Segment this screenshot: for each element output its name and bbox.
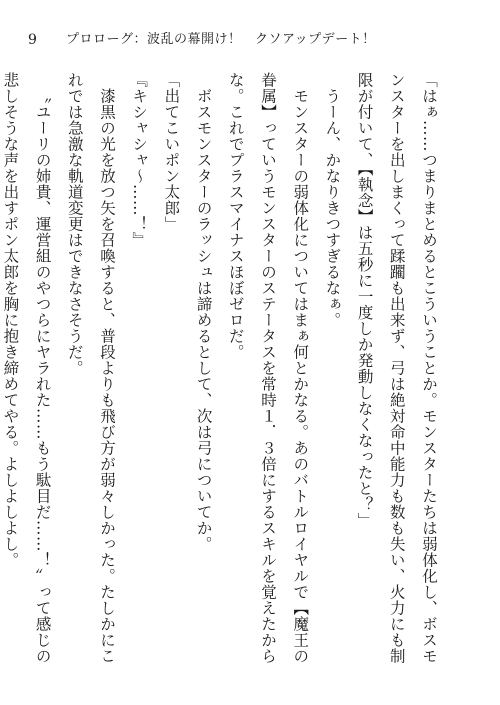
running-title: プロローグ：波乱の幕開け！ クソアップデート！ xyxy=(66,32,376,47)
page-number: 9 xyxy=(28,32,37,48)
paragraph: うーん、かなりきつすぎるなぁ。 xyxy=(323,87,342,328)
paragraph: 「はぁ……つまりまとめるとこういうことか。モンスターたちは弱体化し、ボスモンスターを出しまくって蹂躙も出来ず、弓は絶対命中能力も数も失い、火力にも制限が付いて、【執念】は五秒に一度しか発動しなくなったと？」 xyxy=(355,72,438,664)
paragraph: モンスターの弱体化についてはまぁ何とかなる。あのバトルロイヤルで【魔王の眷属】っていうモンスターのステータスを常時１．３倍にするスキルを覚えたからな。これでプラスマイナスほぼゼロだ。 xyxy=(226,72,310,664)
paragraph: ボスモンスターのラッシュは諦めるとして、次は弓についてか。 xyxy=(194,87,213,552)
page-header xyxy=(0,30,500,50)
vertical-text-body xyxy=(1,72,445,667)
paragraph: 〝ユーリの姉貴、運営組のやつらにヤラれた……もう駄目だ……！〟って感じの悲しそうな声を出すポン太郎を胸に抱き締めてやる。よしよしよし。 xyxy=(1,72,52,664)
paragraph: 「出てこいポン太郎」 xyxy=(162,72,181,232)
paragraph: 『キシャシャ～……！』 xyxy=(130,72,149,248)
paragraph: 漆黒の光を放つ矢を召喚すると、普段よりも飛び方が弱々しかった。たしかにこれでは急激な軌道変更はできなさそうだ。 xyxy=(65,72,116,664)
